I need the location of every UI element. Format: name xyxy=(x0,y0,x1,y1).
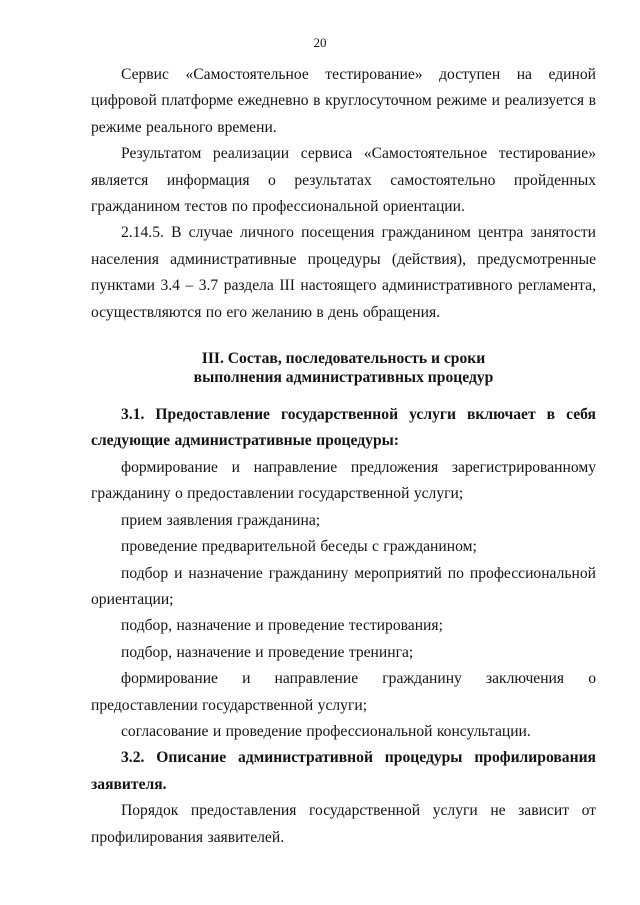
procedure-item: согласование и проведение профессиональной консультации. xyxy=(121,722,531,740)
procedure-item: подбор, назначение и проведение тренинга; xyxy=(121,643,414,661)
procedure-item: подбор и назначение гражданину мероприятий по профессиональной ориентации; xyxy=(91,564,596,608)
paragraph-service-availability: Сервис «Самостоятельное тестирование» доступен на единой цифровой платформе ежедневно в круглосуточном режиме и реализуется в режиме реального времени. xyxy=(91,66,596,136)
document-body xyxy=(91,62,596,851)
paragraph-profiling-independence: Порядок предоставления государственной услуги не зависит от профилирования заявителей. xyxy=(91,802,596,846)
paragraph-2-14-5: 2.14.5. В случае личного посещения гражданином центра занятости населения административные процедуры (действия), предусмотренные пунктами 3.4 – 3.7 раздела III настоящего административного регламента, осуществляются по его желанию в день обращения. xyxy=(91,224,596,321)
section-heading-iii xyxy=(91,349,596,387)
procedure-item: проведение предварительной беседы с гражданином; xyxy=(121,538,477,556)
section-heading-line-1: III. Состав, последовательность и сроки xyxy=(201,350,486,368)
paragraph-service-result: Результатом реализации сервиса «Самостоятельное тестирование» является информация о результатах самостоятельно пройденных гражданином тестов по профессиональной ориентации. xyxy=(91,145,596,216)
section-heading-line-2: выполнения административных процедур xyxy=(193,369,494,387)
procedure-item: формирование и направление гражданину заключения о предоставлении государственной услуги; xyxy=(91,670,596,714)
procedure-item: прием заявления гражданина; xyxy=(121,511,321,529)
procedure-item: подбор, назначение и проведение тестирования; xyxy=(121,617,443,635)
clause-3-2: 3.2. Описание административной процедуры профилирования заявителя. xyxy=(91,749,596,793)
procedure-item: формирование и направление предложения зарегистрированному гражданину о предоставлении государственной услуги; xyxy=(91,458,596,503)
page-number: 20 xyxy=(313,35,327,50)
clause-3-1: 3.1. Предоставление государственной услуги включает в себя следующие административные процедуры: xyxy=(91,406,596,450)
